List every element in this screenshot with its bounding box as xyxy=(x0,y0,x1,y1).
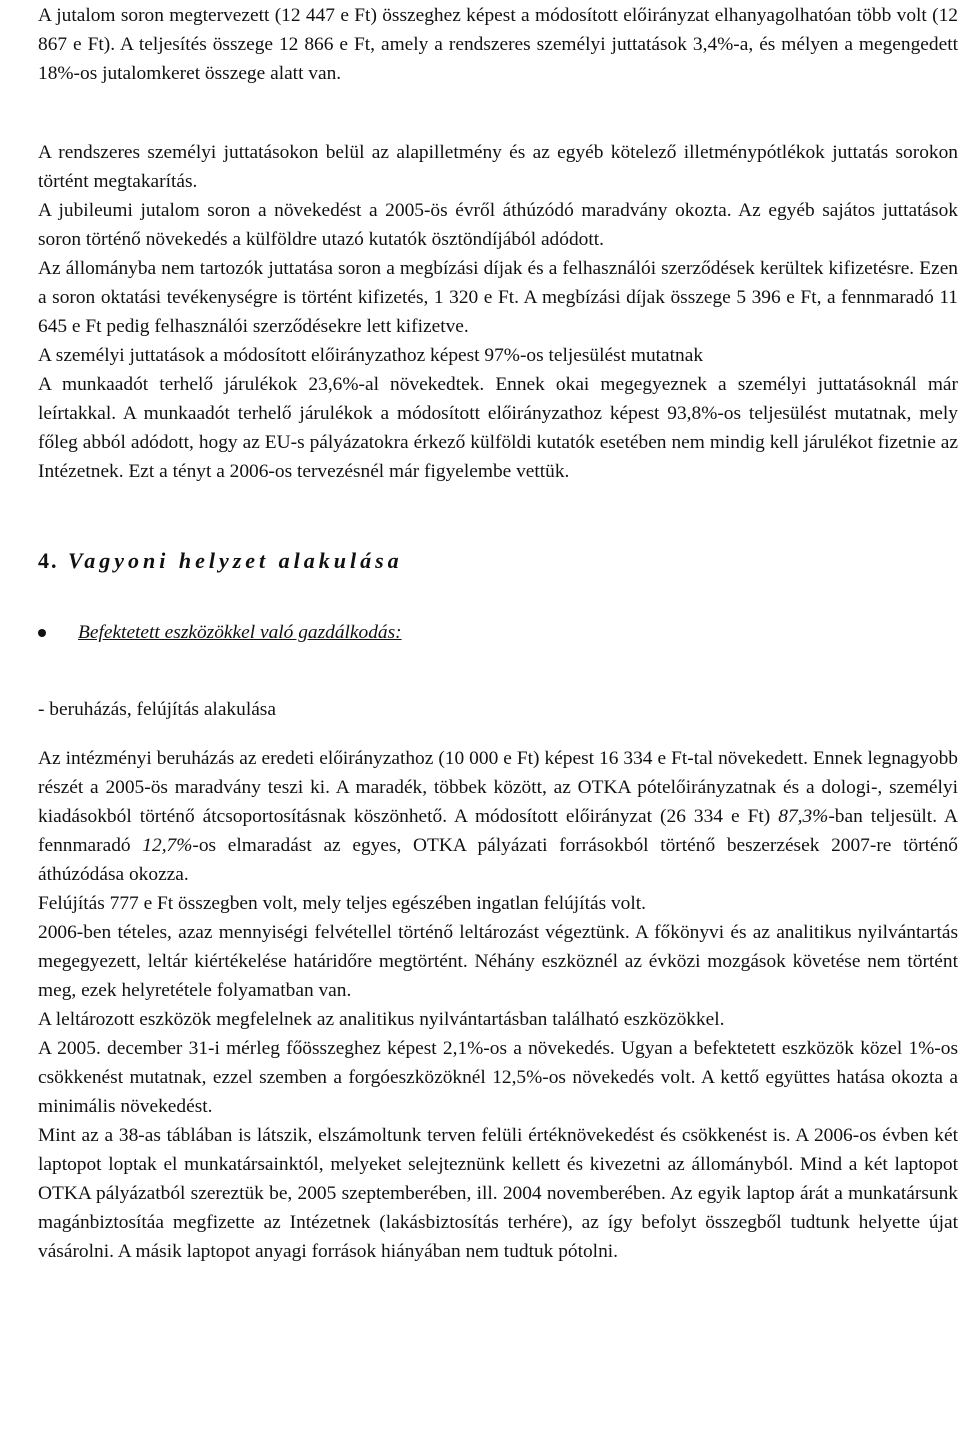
document-page xyxy=(38,0,958,1266)
spacer xyxy=(38,88,958,138)
section-number: 4. xyxy=(38,548,59,573)
paragraph-reward: A jutalom soron megtervezett (12 447 e Ft) összeghez képest a módosított előirányzat elhanyagolhatóan több volt (12 867 e Ft). A teljesítés összege 12 866 e Ft, amely a rendszeres személyi juttatások 3,4%-a, és mélyen a megengedett 18%-os jutalomkeret összege alatt van. xyxy=(38,5,958,84)
section-heading xyxy=(38,546,958,576)
paragraph-balance-sheet: A 2005. december 31-i mérleg főösszeghez képest 2,1%-os a növekedés. Ugyan a befektetett eszközök közel 1%-os csökkenést mutatnak, ezzel szemben a forgóeszközöknél 12,5%-os növekedés volt. A kettő együttes hatása okozta a minimális növekedést. xyxy=(38,1038,958,1117)
section-title: Vagyoni helyzet alakulása xyxy=(68,548,403,573)
spacer xyxy=(38,724,958,744)
spacer xyxy=(38,647,958,695)
paragraph-non-staff-payments: Az állományba nem tartozók juttatása soron a megbízási díjak és a felhasználói szerződések kerültek kifizetésre. Ezen a soron oktatási tevékenységre is történt kifizetés, 1 320 e Ft. A megbízási díjak összege 5 396 e Ft, a fennmaradó 11 645 e Ft pedig felhasználói szerződésekre lett kifizetve. xyxy=(38,258,958,337)
bullet-item xyxy=(38,618,958,647)
spacer xyxy=(38,576,958,618)
paragraph-employer-contributions: A munkaadót terhelő járulékok 23,6%-al növekedtek. Ennek okai megegyeznek a személyi juttatásoknál már leírtakkal. A munkaadót terhelő járulékok a módosított előirányzathoz képest 93,8%-os teljesülést mutatnak, mely főleg abból adódott, hogy az EU-s pályázatokra érkező külföldi kutatók esetében nem mindig kell járulékot fizetnie az Intézetnek. Ezt a tényt a 2006-os tervezésnél már figyelembe vettük. xyxy=(38,374,958,482)
paragraph-inventory-match: A leltározott eszközök megfelelnek az analitikus nyilvántartásban található eszközökkel. xyxy=(38,1009,725,1030)
investment-text-c: -os elmaradást az egyes, OTKA pályázati forrásokból történő beszerzések 2007-re történő áthúzódása okozza. xyxy=(38,835,959,885)
bullet-icon xyxy=(38,629,46,637)
paragraph-laptops: Mint az a 38-as táblában is látszik, elszámoltunk terven felüli értéknövekedést és csökkenést is. A 2006-os évben két laptopot loptak el munkatársainktól, melyeket selejteznünk kellett és kivezetni az állományból. Mind a két laptopot OTKA pályázatból szereztük be, 2005 szeptemberében, ill. 2004 novemberében. Az egyik laptop árát a munkatársunk magánbiztosítáa megfizette az Intézetnek (lakásbiztosítás terhére), az így befolyt összegből tudtunk helyette újat vásárolni. A másik laptopot anyagi források hiányában nem tudtuk pótolni. xyxy=(38,1125,958,1262)
paragraph-inventory: 2006-ben tételes, azaz mennyiségi felvétellel történő leltározást végeztünk. A főkönyvi és az analitikus nyilvántartás megegyezett, leltár kiértékelése határidőre megtörtént. Néhány eszköznél az évközi mozgások követése nem történt meg, ezek helyretétele folyamatban van. xyxy=(38,922,958,1001)
investment-text-b: -ban teljesült. A fennmaradó xyxy=(38,806,958,856)
paragraph-jubilee-reward: A jubileumi jutalom soron a növekedést a 2005-ös évről áthúzódó maradvány okozta. Az egyéb sajátos juttatások soron történő növekedés a külföldre utazó kutatók ösztöndíjából adódott. xyxy=(38,200,958,250)
paragraph-investment xyxy=(38,744,958,889)
investment-pct-shortfall: 12,7% xyxy=(142,835,193,856)
subheading: - beruházás, felújítás alakulása xyxy=(38,699,276,720)
paragraph-regular-allowances: A rendszeres személyi juttatásokon belül az alapilletmény és az egyéb kötelező illetménypótlékok juttatás sorokon történt megtakarítás. xyxy=(38,142,958,192)
paragraph-renovation: Felújítás 777 e Ft összegben volt, mely teljes egészében ingatlan felújítás volt. xyxy=(38,893,646,914)
bullet-label: Befektetett eszközökkel való gazdálkodás: xyxy=(78,622,402,643)
paragraph-personal-fulfilment: A személyi juttatások a módosított előirányzathoz képest 97%-os teljesülést mutatnak xyxy=(38,345,704,366)
spacer xyxy=(38,486,958,546)
investment-text-a: Az intézményi beruházás az eredeti előirányzathoz (10 000 e Ft) képest 16 334 e Ft-tal növekedett. Ennek legnagyobb részét a 2005-ös maradvány teszi ki. A maradék, többek között, az OTKA pótelőirányzatnak és a dologi-, személyi kiadásokból történő átcsoportosításnak köszönhető. A módosított előirányzat (26 334 e Ft) xyxy=(38,748,958,827)
investment-pct-fulfilled: 87,3% xyxy=(778,806,829,827)
